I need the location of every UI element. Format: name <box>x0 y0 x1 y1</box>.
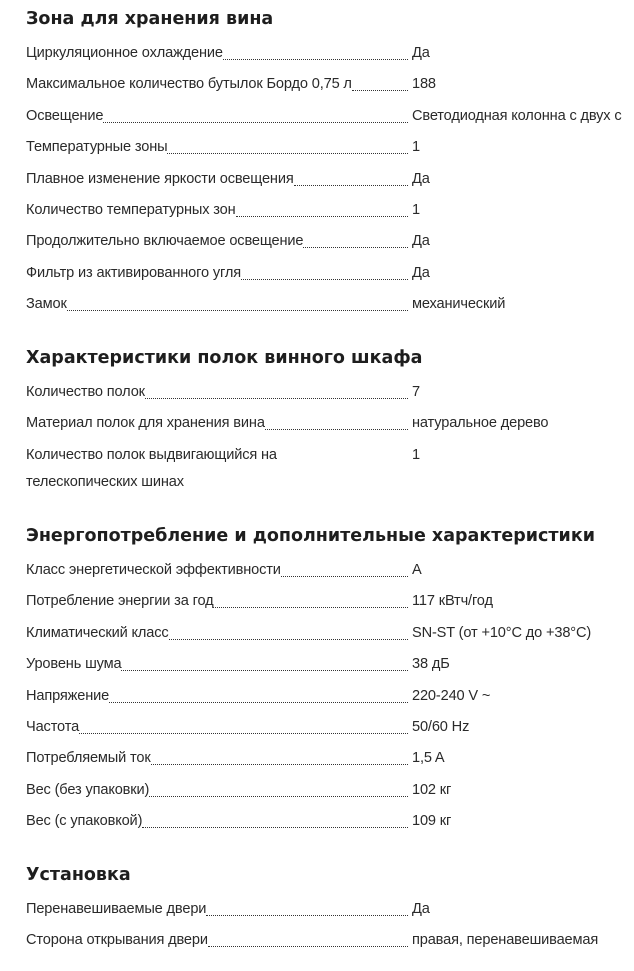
spec-row <box>26 560 634 591</box>
dotted-leader <box>352 76 408 91</box>
dotted-leader <box>281 562 408 577</box>
spec-value: 188 <box>412 76 436 93</box>
spec-value: механический <box>412 296 506 313</box>
dotted-leader <box>121 656 408 671</box>
spec-row <box>26 780 634 811</box>
spec-value: A <box>412 562 422 578</box>
spec-value: натуральное дерево <box>412 415 549 432</box>
spec-label: Класс энергетической эффективности <box>26 562 281 578</box>
spec-value: Да <box>412 45 430 61</box>
spec-label: Вес (с упаковкой) <box>26 813 143 830</box>
dotted-leader <box>294 171 408 186</box>
dotted-leader <box>79 719 408 734</box>
spec-row <box>26 930 634 961</box>
spec-label: Количество полок выдвигающийся на телескопических шинах <box>26 446 277 490</box>
spec-label: Освещение <box>26 107 104 124</box>
dotted-leader <box>109 688 408 703</box>
spec-value: Да <box>412 233 430 250</box>
section-title: Характеристики полок винного шкафа <box>26 348 423 368</box>
spec-label: Циркуляционное охлаждение <box>26 45 223 61</box>
spec-label: Продолжительно включаемое освещение <box>26 233 304 250</box>
spec-value: 1 <box>412 139 420 156</box>
dotted-leader <box>145 384 408 399</box>
spec-value: 1,5 A <box>412 750 445 767</box>
spec-row <box>26 686 634 717</box>
spec-label: Температурные зоны <box>26 139 168 156</box>
spec-label: Сторона открывания двери <box>26 932 208 949</box>
spec-value: Да <box>412 901 430 917</box>
spec-value: 102 кг <box>412 781 452 798</box>
dotted-leader <box>265 415 408 430</box>
spec-list <box>26 560 634 843</box>
spec-value: 117 кВтч/год <box>412 593 493 610</box>
dotted-leader <box>103 108 408 123</box>
spec-value: Да <box>412 264 430 281</box>
section-title: Установка <box>26 865 131 885</box>
dotted-leader <box>167 139 408 154</box>
spec-value: 50/60 Hz <box>412 718 470 735</box>
spec-row <box>26 294 634 325</box>
spec-label: Замок <box>26 296 67 313</box>
dotted-leader <box>213 593 408 608</box>
spec-row <box>26 623 634 654</box>
spec-row <box>26 748 634 779</box>
section-title: Зона для хранения вина <box>26 9 274 29</box>
spec-row <box>26 231 634 262</box>
spec-row <box>26 445 634 503</box>
dotted-leader <box>208 932 408 947</box>
spec-row <box>26 591 634 622</box>
dotted-leader <box>149 782 408 797</box>
spec-row <box>26 263 634 294</box>
spec-label: Напряжение <box>26 687 110 704</box>
dotted-leader <box>67 296 408 311</box>
section-energy <box>26 524 634 843</box>
spec-row <box>26 382 634 413</box>
spec-row <box>26 899 634 930</box>
section-installation <box>26 863 634 962</box>
spec-row <box>26 811 634 842</box>
dotted-leader <box>206 901 408 916</box>
spec-label: Перенавешиваемые двери <box>26 901 207 917</box>
spec-row <box>26 169 634 200</box>
spec-list <box>26 382 634 503</box>
spec-row <box>26 717 634 748</box>
dotted-leader <box>223 45 408 60</box>
dotted-leader <box>236 202 408 217</box>
spec-row <box>26 43 634 74</box>
spec-label: Потребление энергии за год <box>26 593 214 610</box>
spec-value: 109 кг <box>412 813 452 830</box>
dotted-leader <box>142 813 408 828</box>
section-shelves <box>26 346 634 503</box>
section-wine-storage <box>26 7 634 326</box>
spec-label: Материал полок для хранения вина <box>26 415 265 432</box>
spec-value: SN-ST (от +10°C до +38°C) <box>412 624 592 641</box>
spec-value: Да <box>412 170 430 187</box>
spec-label: Частота <box>26 718 80 735</box>
spec-label: Вес (без упаковки) <box>26 781 150 798</box>
spec-label: Максимальное количество бутылок Бордо 0,75 л <box>26 76 352 93</box>
spec-list <box>26 43 634 326</box>
spec-label: Фильтр из активированного угля <box>26 264 241 281</box>
spec-row <box>26 200 634 231</box>
dotted-leader <box>151 750 408 765</box>
spec-label: Уровень шума <box>26 656 122 673</box>
spec-label: Потребляемый ток <box>26 750 151 767</box>
spec-value: правая, перенавешиваемая <box>412 932 599 949</box>
spec-value: 38 дБ <box>412 656 450 673</box>
spec-label: Климатический класс <box>26 624 169 641</box>
spec-row <box>26 137 634 168</box>
spec-row <box>26 654 634 685</box>
spec-value: 1 <box>412 201 420 218</box>
spec-row <box>26 413 634 444</box>
dotted-leader <box>303 233 408 248</box>
spec-value: 7 <box>412 384 420 400</box>
section-title: Энергопотребление и дополнительные характеристики <box>26 526 595 546</box>
spec-list <box>26 899 634 962</box>
spec-value: 1 <box>412 446 420 463</box>
spec-label: Плавное изменение яркости освещения <box>26 170 294 187</box>
spec-row <box>26 74 634 105</box>
spec-label: Количество температурных зон <box>26 201 236 218</box>
dotted-leader <box>241 265 408 280</box>
spec-value: Светодиодная колонна с двух с <box>412 107 622 124</box>
spec-label: Количество полок <box>26 384 145 400</box>
dotted-leader <box>169 625 408 640</box>
spec-value: 220-240 V ~ <box>412 687 491 704</box>
spec-row <box>26 106 634 137</box>
